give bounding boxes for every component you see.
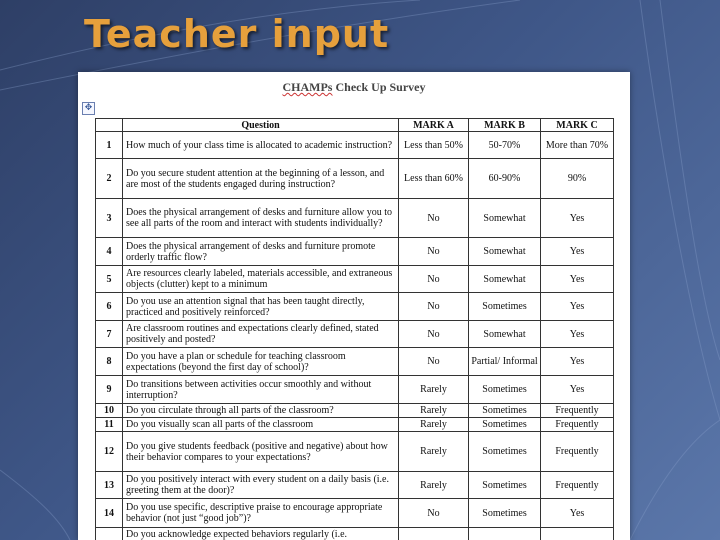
table-row xyxy=(96,266,614,293)
table-row xyxy=(96,472,614,499)
row-number: 8 xyxy=(96,348,123,376)
mark-c-cell[interactable]: Yes xyxy=(541,321,614,348)
row-number xyxy=(96,528,123,540)
table-row xyxy=(96,132,614,159)
mark-b-cell[interactable]: Sometimes xyxy=(469,418,541,432)
question-text: Does the physical arrangement of desks and furniture promote orderly traffic flow? xyxy=(123,238,399,266)
question-text: Are classroom routines and expectations clearly defined, stated positively and posted? xyxy=(123,321,399,348)
table-row xyxy=(96,499,614,528)
mark-a-cell[interactable]: Rarely xyxy=(399,404,469,418)
mark-a-cell[interactable]: Rarely xyxy=(399,432,469,472)
row-number: 2 xyxy=(96,159,123,199)
row-number: 3 xyxy=(96,199,123,238)
table-row xyxy=(96,404,614,418)
mark-b-cell[interactable]: Sometimes xyxy=(469,499,541,528)
mark-c-cell[interactable]: Yes xyxy=(541,499,614,528)
row-number: 7 xyxy=(96,321,123,348)
mark-b-cell[interactable]: Somewhat xyxy=(469,321,541,348)
mark-c-cell[interactable]: Yes xyxy=(541,238,614,266)
row-number: 11 xyxy=(96,418,123,432)
question-text: Do you acknowledge expected behaviors regularly (i.e. xyxy=(123,528,399,540)
mark-b-cell[interactable]: Sometimes xyxy=(469,376,541,404)
move-arrows-icon[interactable]: ✥ xyxy=(82,102,95,115)
question-text: Do you use an attention signal that has been taught directly, practiced and positively reinforced? xyxy=(123,293,399,321)
question-text: Do you secure student attention at the beginning of a lesson, and are most of the students engaged during instruction? xyxy=(123,159,399,199)
mark-a-cell[interactable]: No xyxy=(399,321,469,348)
mark-b-cell[interactable]: Sometimes xyxy=(469,432,541,472)
mark-b-cell[interactable] xyxy=(469,528,541,540)
mark-c-cell[interactable]: Frequently xyxy=(541,418,614,432)
row-number: 5 xyxy=(96,266,123,293)
mark-a-cell[interactable]: No xyxy=(399,348,469,376)
mark-a-cell[interactable]: Less than 60% xyxy=(399,159,469,199)
mark-c-cell[interactable] xyxy=(541,528,614,540)
question-text: Does the physical arrangement of desks and furniture allow you to see all parts of the room and interact with students individually? xyxy=(123,199,399,238)
table-row xyxy=(96,418,614,432)
mark-c-cell[interactable]: Yes xyxy=(541,293,614,321)
header-number xyxy=(96,119,123,132)
question-text: Do you use specific, descriptive praise to encourage appropriate behavior (not just “good job”)? xyxy=(123,499,399,528)
mark-b-cell[interactable]: Somewhat xyxy=(469,238,541,266)
row-number: 4 xyxy=(96,238,123,266)
mark-a-cell[interactable] xyxy=(399,528,469,540)
row-number: 1 xyxy=(96,132,123,159)
mark-b-cell[interactable]: Partial/ Informal xyxy=(469,348,541,376)
mark-b-cell[interactable]: Sometimes xyxy=(469,472,541,499)
question-text: Are resources clearly labeled, materials accessible, and extraneous objects (clutter) kept to a minimum xyxy=(123,266,399,293)
mark-a-cell[interactable]: No xyxy=(399,293,469,321)
mark-a-cell[interactable]: No xyxy=(399,238,469,266)
mark-c-cell[interactable]: Yes xyxy=(541,266,614,293)
row-number: 10 xyxy=(96,404,123,418)
mark-a-cell[interactable]: Rarely xyxy=(399,376,469,404)
mark-a-cell[interactable]: No xyxy=(399,266,469,293)
mark-a-cell[interactable]: No xyxy=(399,499,469,528)
mark-c-cell[interactable]: Frequently xyxy=(541,432,614,472)
document-title xyxy=(78,80,630,95)
table-header-row xyxy=(96,119,614,132)
question-text: How much of your class time is allocated to academic instruction? xyxy=(123,132,399,159)
question-text: Do you give students feedback (positive and negative) about how their behavior compares to your expectations? xyxy=(123,432,399,472)
question-text: Do you circulate through all parts of the classroom? xyxy=(123,404,399,418)
table-row xyxy=(96,376,614,404)
table-row xyxy=(96,348,614,376)
header-mark-c: MARK C xyxy=(541,119,614,132)
header-mark-a: MARK A xyxy=(399,119,469,132)
row-number: 6 xyxy=(96,293,123,321)
mark-a-cell[interactable]: No xyxy=(399,199,469,238)
document-title-rest: Check Up Survey xyxy=(332,80,426,94)
table-row xyxy=(96,293,614,321)
mark-b-cell[interactable]: 50-70% xyxy=(469,132,541,159)
mark-c-cell[interactable]: More than 70% xyxy=(541,132,614,159)
mark-c-cell[interactable]: Yes xyxy=(541,376,614,404)
mark-c-cell[interactable]: Yes xyxy=(541,348,614,376)
survey-table xyxy=(95,118,614,540)
mark-a-cell[interactable]: Less than 50% xyxy=(399,132,469,159)
mark-c-cell[interactable]: Yes xyxy=(541,199,614,238)
mark-a-cell[interactable]: Rarely xyxy=(399,472,469,499)
mark-b-cell[interactable]: Sometimes xyxy=(469,293,541,321)
row-number: 12 xyxy=(96,432,123,472)
question-text: Do transitions between activities occur smoothly and without interruption? xyxy=(123,376,399,404)
mark-b-cell[interactable]: Somewhat xyxy=(469,266,541,293)
row-number: 13 xyxy=(96,472,123,499)
mark-c-cell[interactable]: Frequently xyxy=(541,472,614,499)
question-text: Do you positively interact with every student on a daily basis (i.e. greeting them at the door)? xyxy=(123,472,399,499)
table-row xyxy=(96,199,614,238)
row-number: 9 xyxy=(96,376,123,404)
mark-b-cell[interactable]: 60-90% xyxy=(469,159,541,199)
mark-b-cell[interactable]: Sometimes xyxy=(469,404,541,418)
table-row xyxy=(96,432,614,472)
slide-title: Teacher input xyxy=(84,12,390,56)
mark-a-cell[interactable]: Rarely xyxy=(399,418,469,432)
mark-b-cell[interactable]: Somewhat xyxy=(469,199,541,238)
row-number: 14 xyxy=(96,499,123,528)
mark-c-cell[interactable]: 90% xyxy=(541,159,614,199)
mark-c-cell[interactable]: Frequently xyxy=(541,404,614,418)
header-question: Question xyxy=(123,119,399,132)
table-row xyxy=(96,321,614,348)
question-text: Do you have a plan or schedule for teaching classroom expectations (beyond the first day of school)? xyxy=(123,348,399,376)
document-page xyxy=(78,72,630,540)
table-row xyxy=(96,159,614,199)
table-row xyxy=(96,238,614,266)
header-mark-b: MARK B xyxy=(469,119,541,132)
document-title-acronym: CHAMPs xyxy=(282,80,333,94)
table-row xyxy=(96,528,614,540)
question-text: Do you visually scan all parts of the classroom xyxy=(123,418,399,432)
